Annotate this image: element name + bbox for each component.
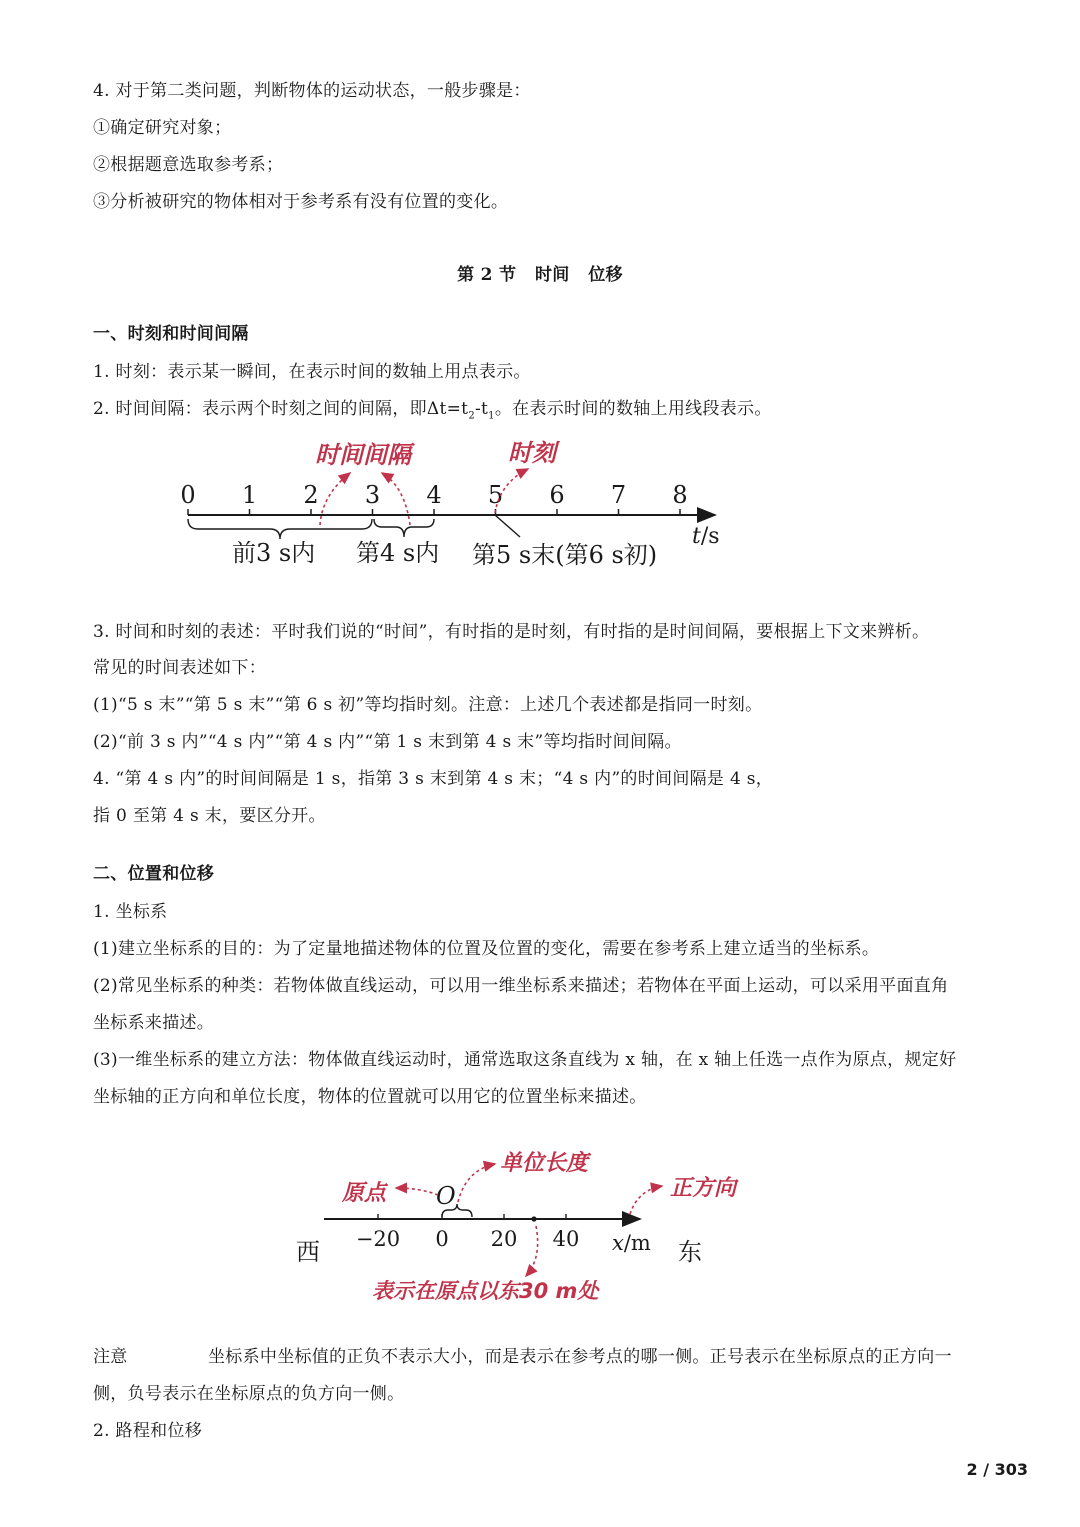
x-axis-label: x/m <box>612 1231 651 1255</box>
section-title: 第 2 节 时间 位移 <box>457 265 623 285</box>
step-3: ③分析被研究的物体相对于参考系有没有位置的变化。 <box>93 192 509 212</box>
part2-item1-3-cont: 坐标轴的正方向和单位长度，物体的位置就可以用它的位置坐标来描述。 <box>93 1087 647 1107</box>
page-number: 2 / 303 <box>966 1460 1028 1479</box>
x-tick-label-3: 40 <box>552 1227 580 1251</box>
timeline-tick-label-8: 8 <box>672 481 688 509</box>
positive-arrow <box>630 1186 662 1214</box>
step-title: 4. 对于第二类问题，判断物体的运动状态，一般步骤是： <box>93 81 531 101</box>
timeline-axis-label: t/s <box>692 524 720 549</box>
part1-item3-2: (2)“前 3 s 内”“4 s 内”“第 4 s 内”“第 1 s 末到第 4 s 末”等均指时间间隔。 <box>93 732 682 752</box>
timeline-tick-label-7: 7 <box>610 481 627 509</box>
origin-arrow <box>396 1188 438 1195</box>
brace-4th-s <box>374 519 434 537</box>
part1-item3-cont: 常见的时间表述如下： <box>93 658 266 678</box>
west-label: 西 <box>296 1238 320 1266</box>
timeline-diagram <box>150 425 750 585</box>
timeline-tick-label-1: 1 <box>241 481 258 509</box>
label-unit-length: 单位长度 <box>500 1151 589 1176</box>
timeline-tick-label-6: 6 <box>549 481 565 509</box>
part2-item1-1: (1)建立坐标系的目的：为了定量地描述物体的位置及位置的变化，需要在参考系上建立适当的坐标系。 <box>93 939 880 959</box>
part1-item2-a: 2. 时间间隔：表示两个时刻之间的间隔，即Δt=t <box>93 399 469 419</box>
part1-item3: 3. 时间和时刻的表述：平时我们说的“时间”，有时指的是时刻，有时指的是时间间隔，要根据上下文来辨析。 <box>93 622 930 642</box>
step-2: ②根据题意选取参考系； <box>93 155 284 175</box>
part1-item4: 4. “第 4 s 内”的时间间隔是 1 s，指第 3 s 末到第 4 s 末；“4 s 内”的时间间隔是 4 s， <box>93 769 774 789</box>
end5-label: 第5 s末(第6 s初) <box>472 541 658 569</box>
note-text: 坐标系中坐标值的正负不表示大小，而是表示在参考点的哪一侧。正号表示在坐标原点的正方向一 <box>208 1347 952 1367</box>
brace-first-3s <box>188 519 372 539</box>
label-positive: 正方向 <box>670 1176 737 1201</box>
note-text-cont: 侧，负号表示在坐标原点的负方向一侧。 <box>93 1384 405 1404</box>
point-30m <box>531 1216 536 1221</box>
part1-item2-b: -t <box>474 399 489 419</box>
unit-arrow <box>458 1164 495 1202</box>
label-moment: 时刻 <box>508 439 556 467</box>
x-tick-label-0: −20 <box>355 1227 401 1251</box>
x-tick-label-2: 20 <box>490 1227 518 1251</box>
part1-item2-c: 。在表示时间的数轴上用线段表示。 <box>494 399 772 419</box>
part2-item2: 2. 路程和位移 <box>93 1421 203 1441</box>
part2-heading: 二、位置和位移 <box>93 864 215 884</box>
part1-item1: 1. 时刻：表示某一瞬间，在表示时间的数轴上用点表示。 <box>93 362 531 382</box>
interval-arrow-right <box>382 473 410 525</box>
part1-item2-sub2: 2 <box>468 410 475 422</box>
timeline-tick-label-2: 2 <box>303 481 319 509</box>
note-label: 注意 <box>93 1347 128 1367</box>
timeline-tick-label-0: 0 <box>180 481 196 509</box>
brace-4th-s-label: 第4 s内 <box>356 539 440 567</box>
part1-item2 <box>93 398 772 427</box>
part1-item3-1: (1)“5 s 末”“第 5 s 末”“第 6 s 初”等均指时刻。注意：上述几个表述都是指同一时刻。 <box>93 695 763 715</box>
step-1: ①确定研究对象； <box>93 118 232 138</box>
timeline-tick-label-5: 5 <box>487 481 504 509</box>
part1-item4-cont: 指 0 至第 4 s 末，要区分开。 <box>93 806 326 826</box>
x-tick-label-1: 0 <box>435 1227 449 1251</box>
origin-letter: O <box>436 1182 456 1210</box>
coordinate-diagram <box>290 1140 760 1310</box>
timeline-tick-label-3: 3 <box>364 481 381 509</box>
label-origin: 原点 <box>342 1181 387 1206</box>
end5-pointer <box>495 515 520 537</box>
label-point: 表示在原点以东30 m处 <box>372 1279 599 1303</box>
east-label: 东 <box>678 1238 702 1266</box>
part2-item1-2: (2)常见坐标系的种类：若物体做直线运动，可以用一维坐标系来描述；若物体在平面上运动，可以采用平面直角 <box>93 976 949 996</box>
timeline-tick-label-4: 4 <box>426 481 442 509</box>
part2-item1: 1. 坐标系 <box>93 902 168 922</box>
point-arrow <box>526 1226 538 1276</box>
part2-item1-3: (3)一维坐标系的建立方法：物体做直线运动时，通常选取这条直线为 x 轴，在 x 轴上任选一点作为原点，规定好 <box>93 1050 957 1070</box>
label-interval: 时间间隔 <box>315 441 411 469</box>
part1-item2-sub1: 1 <box>488 410 495 422</box>
brace-first-3s-label: 前3 s内 <box>232 539 316 567</box>
interval-arrow-left <box>320 473 350 525</box>
part2-item1-2-cont: 坐标系来描述。 <box>93 1013 215 1033</box>
part1-heading: 一、时刻和时间间隔 <box>93 324 249 344</box>
